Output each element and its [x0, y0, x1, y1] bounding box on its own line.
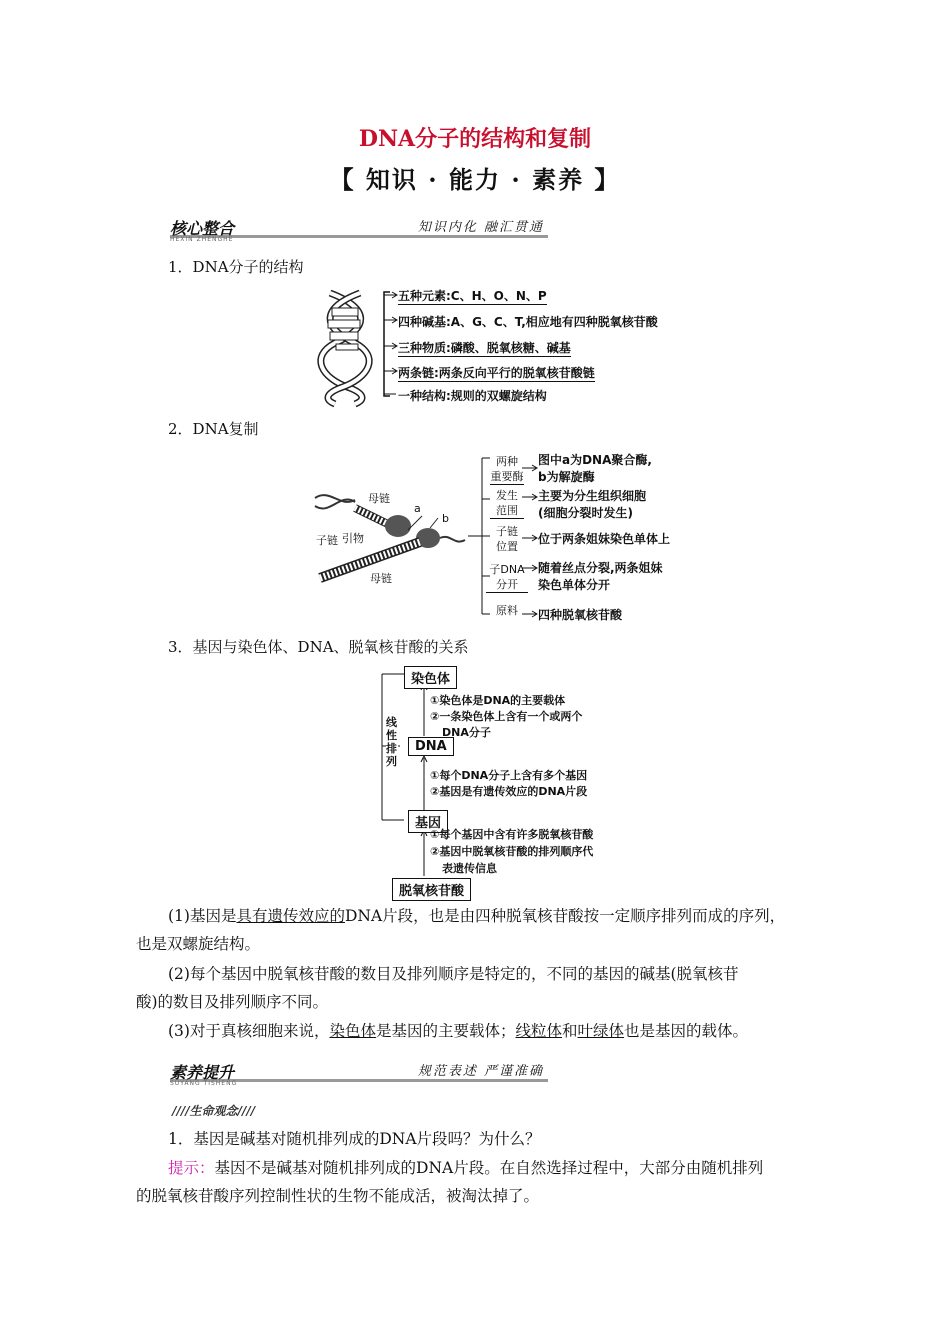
banner-label: 素养提升: [170, 1063, 235, 1082]
box-deoxynucleotide: 脱氧核苷酸: [392, 878, 471, 901]
linear-arrangement-label: 线 性 排 列: [386, 716, 397, 768]
label-enzyme-b: b: [442, 512, 449, 525]
replication-key-material: 原料: [496, 604, 518, 617]
life-concept-tag: ////生命观念////: [172, 1104, 256, 1118]
banner-label: 核心整合: [170, 219, 235, 238]
paragraph-3: [168, 1017, 748, 1045]
page-title: DNA分子的结构和复制: [358, 126, 592, 152]
structure-item-chains: 两条链:两条反向平行的脱氧核苷酸链: [398, 366, 595, 380]
box-chromosome: 染色体: [404, 666, 457, 689]
paragraph-2-cont: 酸)的数目及排列顺序不同。: [136, 993, 329, 1011]
paragraph-1: [168, 902, 868, 930]
replication-value-separation: 随着丝点分裂,两条姐妹 染色单体分开: [538, 561, 663, 592]
replication-value-scope: 主要为分生组织细胞 (细胞分裂时发生): [538, 489, 647, 520]
label-enzyme-a: a: [414, 502, 421, 515]
p3-text-c: 和: [562, 1022, 578, 1040]
replication-key-scope: 发生 范围: [490, 488, 524, 519]
note-chromosome-3: DNA分子: [442, 726, 491, 739]
p3-underline-mitochondria: 线粒体: [515, 1022, 563, 1040]
structure-item-bases: 四种碱基:A、G、C、T,相应地有四种脱氧核苷酸: [398, 315, 658, 329]
replication-key-position: 子链 位置: [496, 525, 518, 553]
note-dna-2: ②基因是有遗传效应的DNA片段: [430, 785, 588, 798]
question-1: 1．基因是碱基对随机排列成的DNA片段吗？为什么？: [168, 1130, 541, 1148]
p3-text-a: (3)对于真核细胞来说，: [168, 1022, 330, 1040]
structure-item-elements: 五种元素:C、H、O、N、P: [398, 289, 547, 303]
section-heading-structure: 1．DNA分子的结构: [168, 258, 304, 276]
replication-key-separation: 子DNA 分开: [486, 562, 528, 593]
note-gene-2: ②基因中脱氧核苷酸的排列顺序代: [430, 845, 594, 858]
answer-1: [168, 1154, 868, 1182]
structure-item-substances: 三种物质:磷酸、脱氧核糖、碱基: [398, 341, 571, 355]
paragraph-1-cont: 也是双螺旋结构。: [136, 935, 261, 953]
banner-pinyin: HEXIN ZHENGHE: [170, 236, 234, 243]
banner-slogan: 规范表述 严谨准确: [412, 1060, 544, 1079]
replication-value-position: 位于两条姐妹染色单体上: [538, 532, 671, 546]
structure-brace: [378, 288, 398, 400]
section-heading-replication: 2．DNA复制: [168, 420, 259, 438]
section-banner-literacy: [170, 1058, 548, 1086]
note-dna-1: ①每个DNA分子上含有多个基因: [430, 769, 588, 782]
label-primer: 引物: [342, 532, 364, 545]
page-subtitle: 【 知识 · 能力 · 素养 】: [329, 165, 621, 194]
note-chromosome-1: ①染色体是DNA的主要载体: [430, 694, 566, 707]
section-banner-core: [170, 214, 548, 242]
p3-underline-chromosome: 染色体: [329, 1022, 376, 1040]
box-dna: DNA: [408, 737, 454, 756]
replication-value-enzymes: 图中a为DNA聚合酶, b为解旋酶: [538, 453, 652, 484]
label-child-strand: 子链: [316, 534, 338, 547]
label-mother-strand-2: 母链: [370, 572, 392, 585]
p1-text-a: (1)基因是: [168, 907, 237, 925]
banner-slogan: 知识内化 融汇贯通: [412, 216, 544, 235]
note-gene-3: 表遗传信息: [442, 862, 497, 875]
banner-pinyin: SUYANG TISHENG: [170, 1080, 238, 1087]
label-mother-strand-1: 母链: [368, 492, 390, 505]
p1-underline: 具有遗传效应的: [236, 907, 345, 925]
p1-text-b: DNA片段，也是由四种脱氧核苷酸按一定顺序排列而成的序列，: [344, 907, 786, 925]
p3-text-b: 是基因的主要载体；: [375, 1022, 516, 1040]
note-chromosome-2: ②一条染色体上含有一个或两个: [430, 710, 583, 723]
replication-key-enzymes: 两种 重要酶: [490, 455, 524, 483]
p3-underline-chloroplast: 叶绿体: [577, 1022, 625, 1040]
structure-item-helix: 一种结构:规则的双螺旋结构: [398, 389, 547, 403]
replication-value-material: 四种脱氧核苷酸: [538, 608, 623, 622]
note-gene-1: ①每个基因中含有许多脱氧核苷酸: [430, 828, 594, 841]
hint-label: 提示：: [168, 1159, 215, 1177]
box-gene: 基因: [408, 810, 448, 833]
section-heading-relationship: 3．基因与染色体、DNA、脱氧核苷酸的关系: [168, 638, 469, 656]
paragraph-2: (2)每个基因中脱氧核苷酸的数目及排列顺序是特定的，不同的基因的碱基(脱氧核苷: [168, 965, 739, 983]
answer-1-cont: 的脱氧核苷酸序列控制性状的生物不能成活，被淘汰掉了。: [136, 1187, 540, 1205]
answer-text-a: 基因不是碱基对随机排列成的DNA片段。在自然选择过程中，大部分由随机排列: [214, 1159, 764, 1177]
p3-text-d: 也是基因的载体。: [624, 1022, 749, 1040]
